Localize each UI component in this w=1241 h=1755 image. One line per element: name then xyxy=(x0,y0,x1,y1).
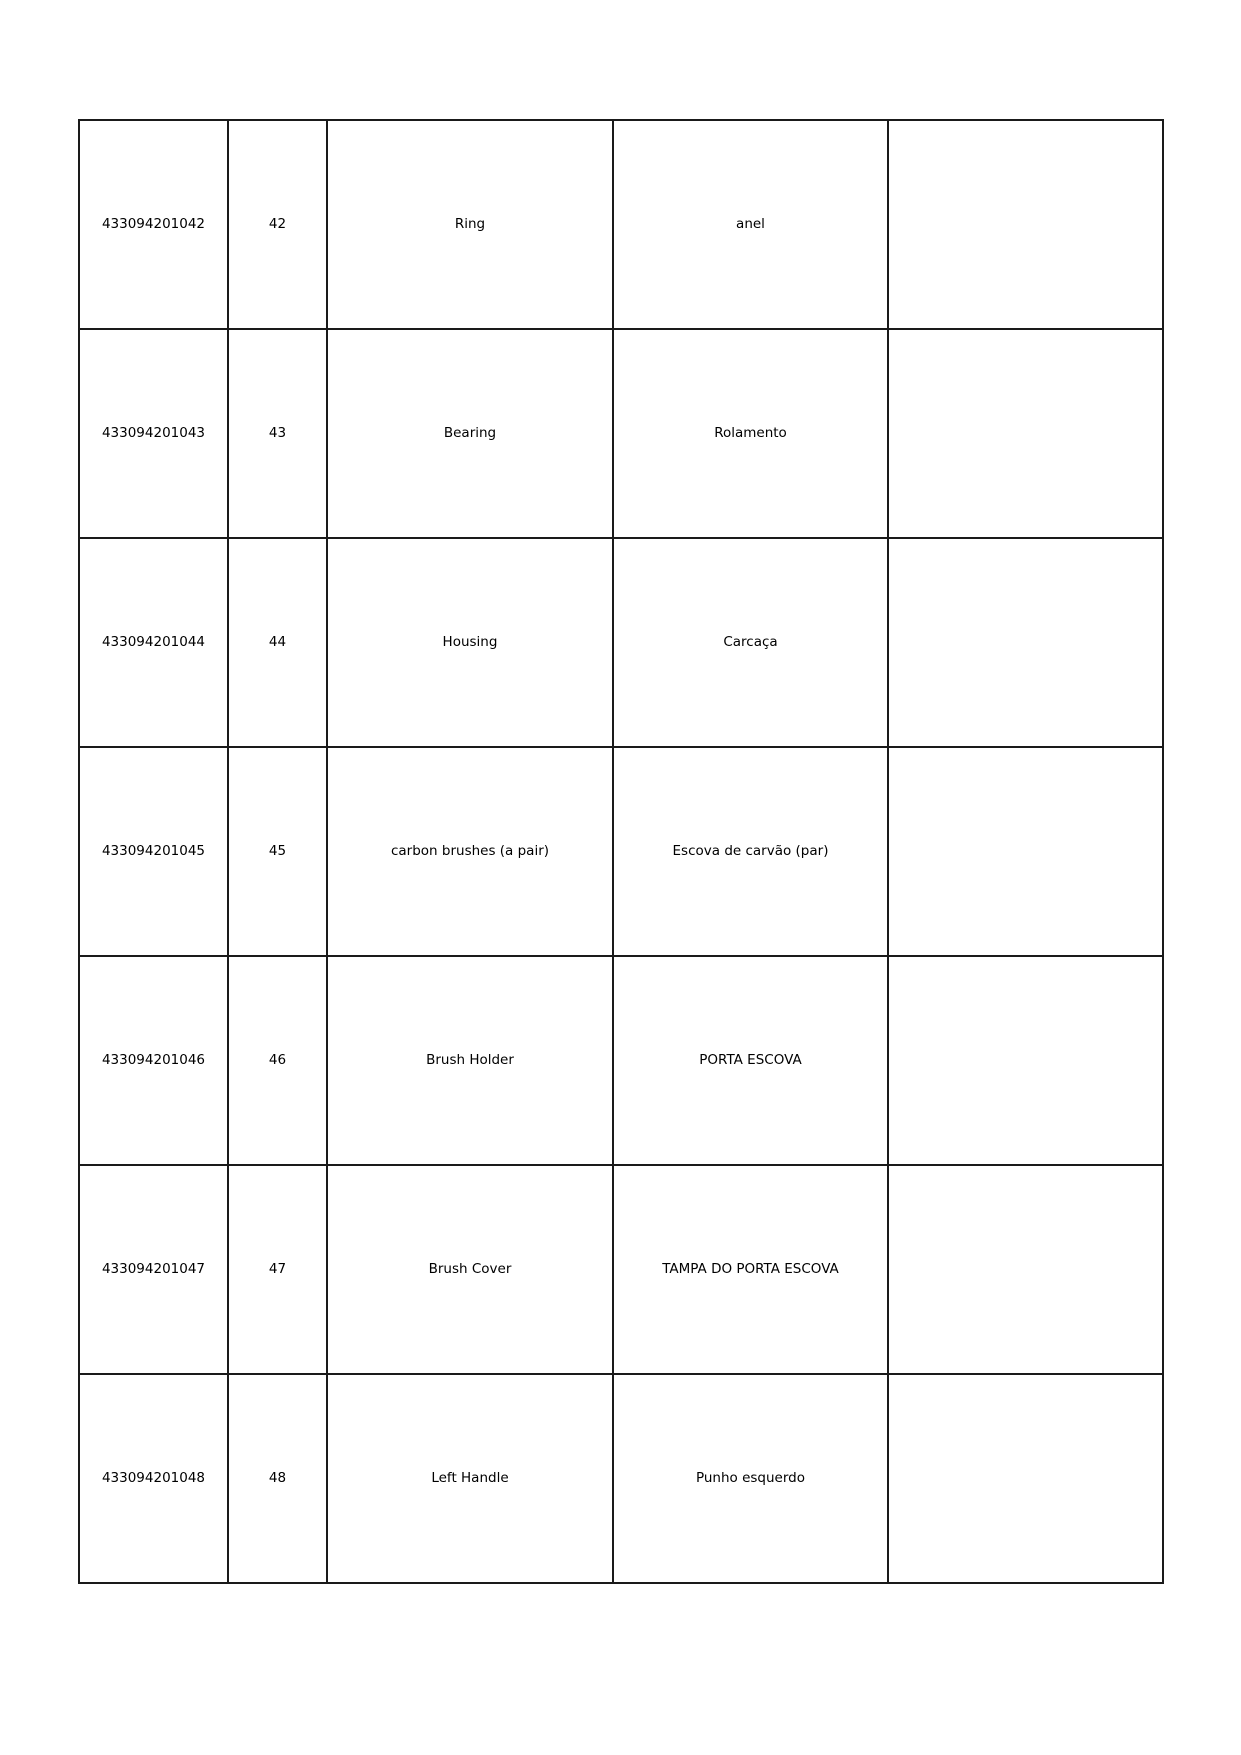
empty-cell xyxy=(888,1165,1163,1374)
english-name-cell: Brush Cover xyxy=(327,1165,613,1374)
empty-cell xyxy=(888,1374,1163,1583)
empty-cell xyxy=(888,120,1163,329)
item-number-cell: 48 xyxy=(228,1374,327,1583)
table-row xyxy=(79,956,1163,1165)
portuguese-name-cell: Rolamento xyxy=(613,329,888,538)
table-row xyxy=(79,1374,1163,1583)
empty-cell xyxy=(888,538,1163,747)
empty-cell xyxy=(888,956,1163,1165)
portuguese-name-cell: Carcaça xyxy=(613,538,888,747)
part-code-cell: 433094201048 xyxy=(79,1374,228,1583)
item-number-cell: 44 xyxy=(228,538,327,747)
part-code-cell: 433094201046 xyxy=(79,956,228,1165)
part-code-cell: 433094201044 xyxy=(79,538,228,747)
portuguese-name-cell: PORTA ESCOVA xyxy=(613,956,888,1165)
part-code-cell: 433094201047 xyxy=(79,1165,228,1374)
empty-cell xyxy=(888,747,1163,956)
table-row xyxy=(79,329,1163,538)
english-name-cell: Left Handle xyxy=(327,1374,613,1583)
empty-cell xyxy=(888,329,1163,538)
table-row xyxy=(79,747,1163,956)
portuguese-name-cell: Punho esquerdo xyxy=(613,1374,888,1583)
english-name-cell: Bearing xyxy=(327,329,613,538)
portuguese-name-cell: anel xyxy=(613,120,888,329)
item-number-cell: 46 xyxy=(228,956,327,1165)
part-code-cell: 433094201043 xyxy=(79,329,228,538)
portuguese-name-cell: TAMPA DO PORTA ESCOVA xyxy=(613,1165,888,1374)
table-row xyxy=(79,120,1163,329)
table-row xyxy=(79,538,1163,747)
english-name-cell: Ring xyxy=(327,120,613,329)
table-row xyxy=(79,1165,1163,1374)
english-name-cell: Housing xyxy=(327,538,613,747)
item-number-cell: 42 xyxy=(228,120,327,329)
part-code-cell: 433094201045 xyxy=(79,747,228,956)
part-code-cell: 433094201042 xyxy=(79,120,228,329)
item-number-cell: 43 xyxy=(228,329,327,538)
item-number-cell: 45 xyxy=(228,747,327,956)
portuguese-name-cell: Escova de carvão (par) xyxy=(613,747,888,956)
english-name-cell: Brush Holder xyxy=(327,956,613,1165)
parts-table xyxy=(78,119,1164,1584)
item-number-cell: 47 xyxy=(228,1165,327,1374)
english-name-cell: carbon brushes (a pair) xyxy=(327,747,613,956)
